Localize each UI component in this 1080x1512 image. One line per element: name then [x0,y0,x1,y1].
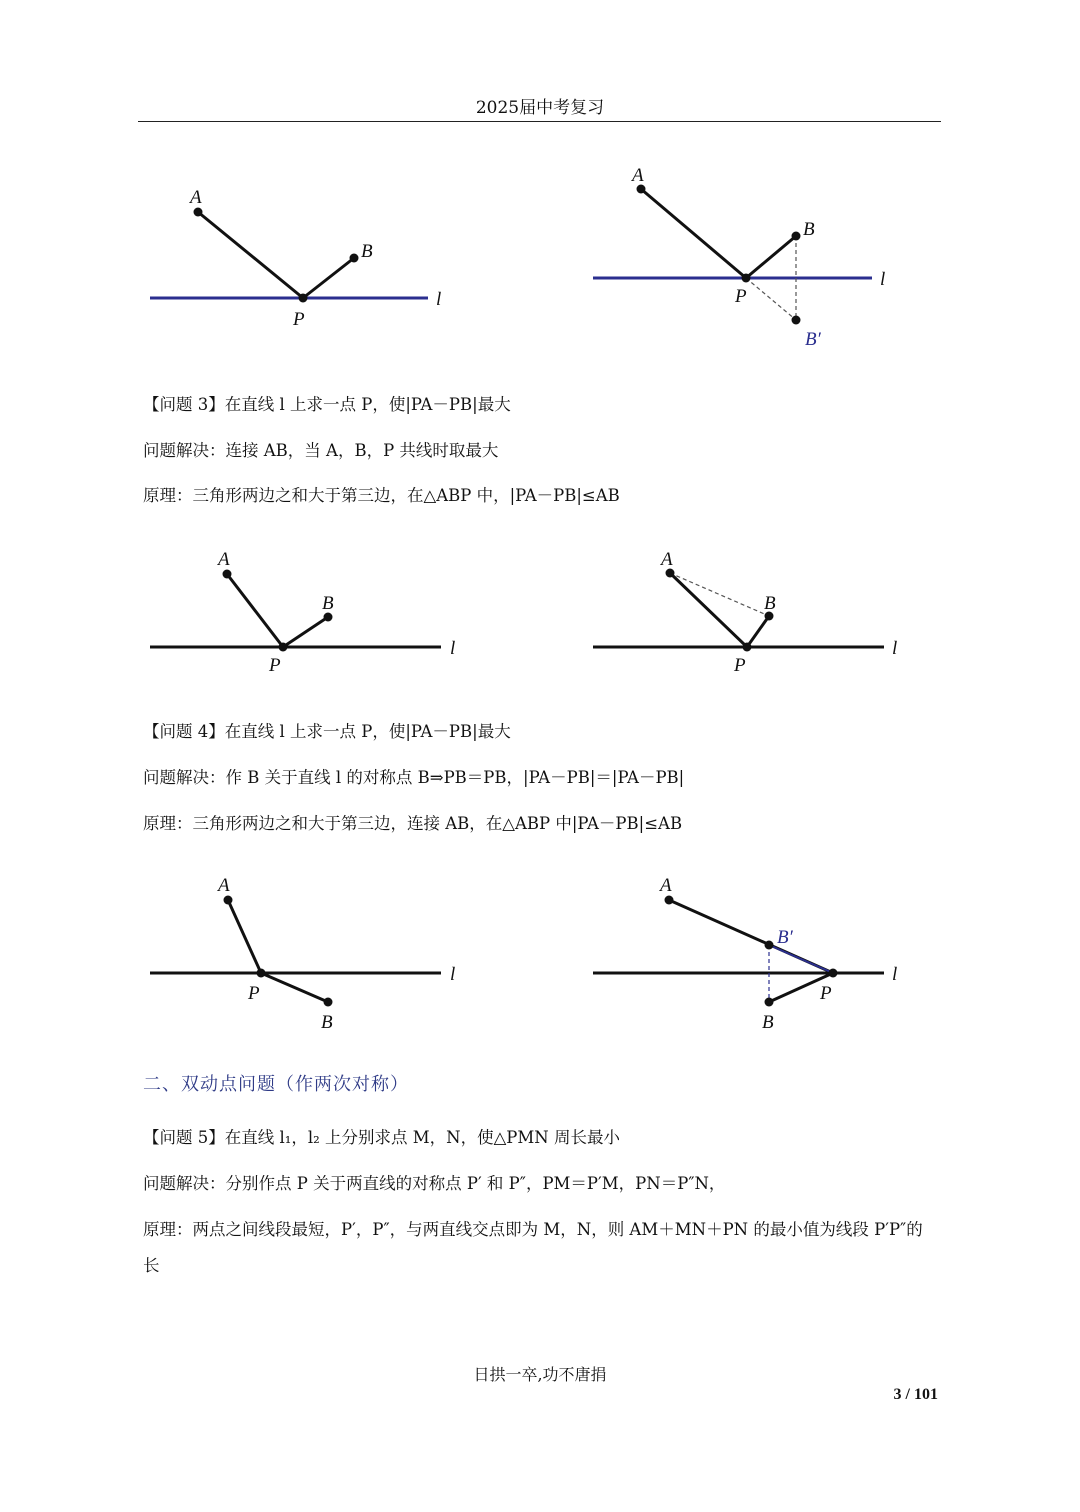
label-P: P [293,309,305,330]
label-l: l [450,638,456,659]
label-B: B [321,1012,333,1033]
label-A: A [218,549,230,570]
page-header-title: 2025届中考复习 [475,98,605,118]
label-l: l [450,964,456,985]
problem-3-principle: 原理：三角形两边之和大于第三边，在△ABP 中，|PA－PB|≤AB [143,486,620,505]
problem-3-title: 【问题 3】在直线 l 上求一点 P，使|PA－PB|最大 [143,395,511,414]
label-P: P [248,983,260,1004]
problem-5-principle-line1: 原理：两点之间线段最短，P′，P″，与两直线交点即为 M，N，则 AM＋MN＋PN 的最小值为线段 P′P″的 [143,1220,923,1239]
problem-5-title: 【问题 5】在直线 l₁，l₂ 上分别求点 M，N，使△PMN 周长最小 [143,1128,620,1147]
problem-4-principle: 原理：三角形两边之和大于第三边，连接 AB，在△ABP 中|PA－PB|≤AB [143,814,683,833]
label-l: l [892,638,898,659]
segment-BprimeP [769,945,833,973]
point-A [665,896,674,905]
label-A: A [661,549,673,570]
label-B: B [764,593,776,614]
label-B: B [322,593,334,614]
label-l: l [880,269,886,290]
point-B-prime [765,941,774,950]
label-P: P [734,655,746,676]
label-A: A [218,875,230,896]
label-B-prime: B′ [805,329,821,350]
label-P: P [735,286,747,307]
label-P: P [269,655,281,676]
label-l: l [436,289,442,310]
problem-3-solution: 问题解决：连接 AB，当 A，B，P 共线时取最大 [143,441,499,460]
section-2-heading: 二、双动点问题（作两次对称） [143,1074,409,1095]
label-A: A [632,165,644,186]
problem-5-solution: 问题解决：分别作点 P 关于两直线的对称点 P′ 和 P″，PM＝P′M，PN＝P″N， [143,1174,726,1193]
label-P: P [820,983,832,1004]
problem-4-solution: 问题解决：作 B 关于直线 l 的对称点 B⇒PB＝PB，|PA－PB|＝|PA－PB| [143,768,685,787]
point-P [829,969,838,978]
label-B: B [361,241,373,262]
problem-5-principle-line2: 长 [143,1256,160,1275]
label-A: A [190,187,202,208]
problem-4-title: 【问题 4】在直线 l 上求一点 P，使|PA－PB|最大 [143,722,511,741]
label-B-prime: B′ [777,927,793,948]
footer-motto: 日拱一卒,功不唐捐 [473,1365,607,1384]
label-l: l [892,964,898,985]
label-B: B [803,219,815,240]
page-number: 3 / 101 [893,1386,938,1403]
label-A: A [660,875,672,896]
label-B: B [762,1012,774,1033]
point-B [765,998,774,1007]
